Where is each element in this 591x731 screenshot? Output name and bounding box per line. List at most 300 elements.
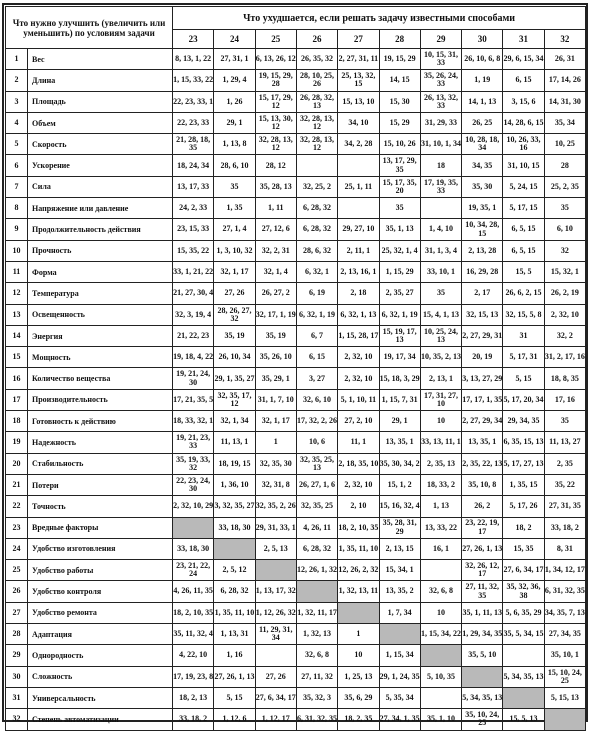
matrix-cell: 5, 17, 15 bbox=[503, 198, 544, 219]
matrix-cell: 6, 19 bbox=[296, 283, 337, 304]
table-row bbox=[6, 176, 586, 197]
row-parameter-name: Скорость bbox=[28, 134, 173, 155]
matrix-cell bbox=[255, 645, 296, 666]
matrix-cell: 10, 26, 33, 16 bbox=[503, 134, 544, 155]
matrix-cell: 15, 5 bbox=[503, 261, 544, 282]
matrix-cell: 2, 13, 28 bbox=[462, 240, 503, 261]
matrix-cell: 35, 19, 33, 32 bbox=[173, 453, 214, 474]
matrix-cell: 15, 19, 17, 13 bbox=[379, 325, 420, 346]
row-parameter-name: Удобство изготовления bbox=[28, 538, 173, 559]
matrix-cell: 29, 31, 33, 1 bbox=[255, 517, 296, 538]
matrix-cell: 11, 13, 1 bbox=[214, 432, 255, 453]
matrix-cell: 21, 28, 18, 35 bbox=[173, 134, 214, 155]
matrix-cell: 32, 35, 2, 26 bbox=[255, 496, 296, 517]
matrix-cell: 3, 32, 35, 27 bbox=[214, 496, 255, 517]
matrix-cell: 19, 18, 4, 22 bbox=[173, 347, 214, 368]
matrix-cell: 32, 28, 13, 12 bbox=[296, 134, 337, 155]
matrix-cell: 1, 29, 34, 35 bbox=[462, 624, 503, 645]
matrix-cell: 1, 15, 34 bbox=[379, 645, 420, 666]
row-parameter-name: Продолжительность действия bbox=[28, 219, 173, 240]
matrix-cell: 26, 27, 1, 6 bbox=[296, 474, 337, 495]
matrix-cell: 2, 35 bbox=[544, 453, 585, 474]
matrix-cell: 32, 35, 25, 13 bbox=[296, 453, 337, 474]
matrix-cell: 29, 6, 15, 34 bbox=[503, 49, 544, 70]
matrix-cell bbox=[503, 645, 544, 666]
matrix-cell: 6, 15 bbox=[296, 347, 337, 368]
matrix-cell: 5, 34, 35, 13 bbox=[462, 687, 503, 708]
matrix-cell: 6, 10 bbox=[544, 219, 585, 240]
table-row bbox=[6, 70, 586, 91]
row-number: 6 bbox=[6, 155, 28, 176]
matrix-cell: 35, 34 bbox=[544, 112, 585, 133]
matrix-cell: 17, 32, 2, 26 bbox=[296, 411, 337, 432]
matrix-cell: 4, 26, 11, 35 bbox=[173, 581, 214, 602]
matrix-cell: 10, 15, 31, 33 bbox=[420, 49, 461, 70]
table-row bbox=[6, 474, 586, 495]
matrix-cell: 2, 32, 10 bbox=[338, 347, 379, 368]
matrix-cell: 1, 35 bbox=[214, 198, 255, 219]
row-number: 3 bbox=[6, 91, 28, 112]
matrix-cell: 13, 33, 22 bbox=[420, 517, 461, 538]
matrix-cell: 1, 12, 26, 32 bbox=[255, 602, 296, 623]
matrix-cell: 26, 35, 32 bbox=[296, 49, 337, 70]
matrix-cell bbox=[420, 687, 461, 708]
matrix-cell: 27, 6, 34, 17 bbox=[503, 560, 544, 581]
matrix-cell: 5, 1, 10, 11 bbox=[338, 389, 379, 410]
row-number: 27 bbox=[6, 602, 28, 623]
matrix-cell: 1, 25, 13 bbox=[338, 666, 379, 687]
matrix-cell: 18, 33, 2 bbox=[420, 474, 461, 495]
matrix-cell: 13, 17, 29, 35 bbox=[379, 155, 420, 176]
matrix-cell: 20, 19 bbox=[462, 347, 503, 368]
row-number: 31 bbox=[6, 687, 28, 708]
matrix-cell: 1, 4, 10 bbox=[420, 219, 461, 240]
matrix-cell: 2, 32, 10 bbox=[338, 368, 379, 389]
matrix-cell: 10 bbox=[420, 411, 461, 432]
matrix-cell: 34, 35, 7, 13 bbox=[544, 602, 585, 623]
matrix-cell: 2, 11, 1 bbox=[338, 240, 379, 261]
matrix-cell: 35 bbox=[379, 198, 420, 219]
matrix-cell: 17, 14, 26 bbox=[544, 70, 585, 91]
row-number: 10 bbox=[6, 240, 28, 261]
matrix-cell: 23, 15, 33 bbox=[173, 219, 214, 240]
matrix-cell: 2, 35, 13 bbox=[420, 453, 461, 474]
matrix-cell-diagonal bbox=[214, 538, 255, 559]
matrix-cell bbox=[420, 198, 461, 219]
matrix-cell: 5, 10, 35 bbox=[420, 666, 461, 687]
table-row bbox=[6, 304, 586, 325]
matrix-cell: 6, 31, 32, 35 bbox=[296, 709, 337, 730]
table-row bbox=[6, 432, 586, 453]
matrix-cell: 32, 28, 13, 12 bbox=[296, 112, 337, 133]
matrix-cell: 35, 11, 32, 4 bbox=[173, 624, 214, 645]
matrix-cell: 13, 35, 2 bbox=[379, 581, 420, 602]
matrix-cell: 4, 22, 10 bbox=[173, 645, 214, 666]
matrix-cell: 15, 32, 1 bbox=[544, 261, 585, 282]
row-number: 18 bbox=[6, 411, 28, 432]
matrix-cell: 15, 10, 24, 25 bbox=[544, 666, 585, 687]
matrix-cell: 6, 28, 32 bbox=[296, 538, 337, 559]
matrix-cell: 17, 19, 35, 33 bbox=[420, 176, 461, 197]
matrix-cell: 15, 5, 13 bbox=[503, 709, 544, 730]
row-number: 28 bbox=[6, 624, 28, 645]
matrix-cell: 26, 25 bbox=[462, 112, 503, 133]
matrix-cell: 14, 31, 30 bbox=[544, 91, 585, 112]
table-row bbox=[6, 261, 586, 282]
matrix-cell: 3, 15, 6 bbox=[503, 91, 544, 112]
matrix-cell: 29, 1, 24, 35 bbox=[379, 666, 420, 687]
row-number: 1 bbox=[6, 49, 28, 70]
table-row bbox=[6, 389, 586, 410]
matrix-cell: 18, 24, 34 bbox=[173, 155, 214, 176]
row-number: 22 bbox=[6, 496, 28, 517]
row-number: 20 bbox=[6, 453, 28, 474]
matrix-cell: 29, 27, 10 bbox=[338, 219, 379, 240]
matrix-cell: 17, 19, 23, 8 bbox=[173, 666, 214, 687]
table-row bbox=[6, 709, 586, 730]
matrix-cell: 35, 30, 34, 2 bbox=[379, 453, 420, 474]
matrix-cell: 15, 35, 22 bbox=[173, 240, 214, 261]
row-parameter-name: Энергия bbox=[28, 325, 173, 346]
row-parameter-name: Напряжение или давление bbox=[28, 198, 173, 219]
matrix-cell: 35, 1, 11, 13 bbox=[462, 602, 503, 623]
matrix-cell: 35 bbox=[544, 411, 585, 432]
matrix-cell: 15, 18, 3, 29 bbox=[379, 368, 420, 389]
matrix-cell: 15, 13, 10 bbox=[338, 91, 379, 112]
table-row bbox=[6, 560, 586, 581]
row-number: 12 bbox=[6, 283, 28, 304]
matrix-cell: 28, 26, 27, 32 bbox=[214, 304, 255, 325]
row-parameter-name: Стабильность bbox=[28, 453, 173, 474]
table-row bbox=[6, 624, 586, 645]
matrix-cell: 1, 32, 13, 11 bbox=[338, 581, 379, 602]
matrix-cell: 6, 15 bbox=[503, 70, 544, 91]
matrix-cell: 2, 35, 22, 13 bbox=[462, 453, 503, 474]
matrix-cell: 10, 28, 18, 34 bbox=[462, 134, 503, 155]
row-parameter-name: Сила bbox=[28, 176, 173, 197]
table-row bbox=[6, 347, 586, 368]
row-number: 15 bbox=[6, 347, 28, 368]
matrix-cell: 31 bbox=[503, 325, 544, 346]
matrix-cell: 5, 17, 26 bbox=[503, 496, 544, 517]
matrix-cell: 12, 26, 1, 32 bbox=[296, 560, 337, 581]
table-row bbox=[6, 134, 586, 155]
table-row bbox=[6, 91, 586, 112]
matrix-cell: 32, 31, 8 bbox=[255, 474, 296, 495]
header-worsening-parameter: Что ухудшается, если решать задачу известными способами bbox=[173, 7, 586, 30]
row-parameter-name: Однородность bbox=[28, 645, 173, 666]
matrix-cell: 33, 10, 1 bbox=[420, 261, 461, 282]
matrix-cell: 1 bbox=[338, 624, 379, 645]
matrix-cell: 6, 5, 15 bbox=[503, 240, 544, 261]
matrix-cell: 26, 6, 2, 15 bbox=[503, 283, 544, 304]
header-improve-parameter: Что нужно улучшить (увеличить или уменьшить) по условиям задачи bbox=[6, 7, 173, 49]
matrix-cell: 32, 35, 30 bbox=[255, 453, 296, 474]
row-parameter-name: Степень автоматизации bbox=[28, 709, 173, 730]
matrix-cell: 29, 34, 35 bbox=[503, 411, 544, 432]
matrix-cell: 19, 35, 1 bbox=[462, 198, 503, 219]
matrix-cell: 10, 6 bbox=[296, 432, 337, 453]
matrix-cell: 14, 1, 13 bbox=[462, 91, 503, 112]
column-header-23: 23 bbox=[173, 30, 214, 49]
matrix-cell: 1, 36, 10 bbox=[214, 474, 255, 495]
matrix-cell: 33, 13, 11, 1 bbox=[420, 432, 461, 453]
matrix-cell: 18, 8, 35 bbox=[544, 368, 585, 389]
matrix-cell-diagonal bbox=[255, 560, 296, 581]
matrix-cell: 27, 31, 1 bbox=[214, 49, 255, 70]
matrix-cell: 27, 2, 10 bbox=[338, 411, 379, 432]
matrix-cell: 33, 18, 2 bbox=[544, 517, 585, 538]
matrix-cell: 6, 31, 32, 35 bbox=[544, 581, 585, 602]
row-parameter-name: Потери bbox=[28, 474, 173, 495]
row-parameter-name: Сложность bbox=[28, 666, 173, 687]
matrix-cell: 1, 15, 34, 22 bbox=[420, 624, 461, 645]
matrix-cell: 23, 21, 22, 24 bbox=[173, 560, 214, 581]
matrix-cell: 1, 34, 12, 17 bbox=[544, 560, 585, 581]
matrix-cell: 1, 12, 6 bbox=[214, 709, 255, 730]
matrix-cell: 18, 2 bbox=[503, 517, 544, 538]
column-header-24: 24 bbox=[214, 30, 255, 49]
matrix-cell: 1, 13, 31 bbox=[214, 624, 255, 645]
matrix-cell: 1, 15, 29 bbox=[379, 261, 420, 282]
table-row bbox=[6, 687, 586, 708]
matrix-cell: 32, 1, 17 bbox=[255, 411, 296, 432]
row-number: 17 bbox=[6, 389, 28, 410]
matrix-cell: 32, 28, 13, 12 bbox=[255, 134, 296, 155]
matrix-cell: 6, 13, 26, 12 bbox=[255, 49, 296, 70]
table-row bbox=[6, 325, 586, 346]
matrix-cell: 35, 10, 1 bbox=[544, 645, 585, 666]
matrix-cell: 34, 35 bbox=[462, 155, 503, 176]
matrix-cell-diagonal bbox=[420, 645, 461, 666]
matrix-cell: 31, 29, 33 bbox=[420, 112, 461, 133]
matrix-cell: 27, 26 bbox=[255, 666, 296, 687]
matrix-cell bbox=[338, 198, 379, 219]
row-number: 19 bbox=[6, 432, 28, 453]
matrix-cell: 13, 17, 33 bbox=[173, 176, 214, 197]
matrix-cell: 32 bbox=[544, 240, 585, 261]
row-parameter-name: Площадь bbox=[28, 91, 173, 112]
matrix-cell: 17, 31, 27, 10 bbox=[420, 389, 461, 410]
matrix-cell: 35 bbox=[544, 198, 585, 219]
matrix-cell: 1, 3, 10, 32 bbox=[214, 240, 255, 261]
row-parameter-name: Форма bbox=[28, 261, 173, 282]
row-parameter-name: Ускорение bbox=[28, 155, 173, 176]
matrix-cell: 15, 13, 30, 12 bbox=[255, 112, 296, 133]
matrix-cell: 32, 15, 13 bbox=[462, 304, 503, 325]
matrix-cell: 13, 35, 1 bbox=[462, 432, 503, 453]
matrix-cell-diagonal bbox=[503, 687, 544, 708]
matrix-cell: 6, 32, 1, 19 bbox=[379, 304, 420, 325]
matrix-cell: 5, 34, 35, 13 bbox=[503, 666, 544, 687]
matrix-cell: 23, 22, 19, 17 bbox=[462, 517, 503, 538]
matrix-cell: 1, 15, 28, 17 bbox=[338, 325, 379, 346]
matrix-cell: 1 bbox=[255, 432, 296, 453]
matrix-cell: 26, 2 bbox=[462, 496, 503, 517]
table-row bbox=[6, 198, 586, 219]
matrix-cell: 26, 13, 32, 33 bbox=[420, 91, 461, 112]
matrix-cell: 10 bbox=[420, 602, 461, 623]
matrix-cell: 1, 26 bbox=[214, 91, 255, 112]
matrix-cell: 11, 1 bbox=[338, 432, 379, 453]
row-number: 2 bbox=[6, 70, 28, 91]
matrix-cell: 27, 26, 1, 13 bbox=[214, 666, 255, 687]
table-row bbox=[6, 49, 586, 70]
matrix-cell: 6, 32, 1, 13 bbox=[338, 304, 379, 325]
row-number: 4 bbox=[6, 112, 28, 133]
matrix-cell: 35 bbox=[420, 283, 461, 304]
row-number: 24 bbox=[6, 538, 28, 559]
matrix-cell: 27, 11, 32 bbox=[296, 666, 337, 687]
matrix-cell: 29, 1 bbox=[379, 411, 420, 432]
matrix-cell: 5, 24, 15 bbox=[503, 176, 544, 197]
matrix-cell: 18, 33, 32, 1 bbox=[173, 411, 214, 432]
matrix-cell: 19, 21, 23, 33 bbox=[173, 432, 214, 453]
matrix-cell: 31, 1, 7, 10 bbox=[255, 389, 296, 410]
matrix-cell: 35, 30 bbox=[462, 176, 503, 197]
matrix-cell: 2, 27, 29, 31 bbox=[462, 325, 503, 346]
row-number: 21 bbox=[6, 474, 28, 495]
column-header-25: 25 bbox=[255, 30, 296, 49]
matrix-cell: 2, 35, 27 bbox=[379, 283, 420, 304]
matrix-cell: 32, 6, 10 bbox=[296, 389, 337, 410]
row-parameter-name: Удобство работы bbox=[28, 560, 173, 581]
matrix-cell: 32, 1, 17 bbox=[214, 261, 255, 282]
matrix-cell: 2, 13, 15 bbox=[379, 538, 420, 559]
matrix-cell-diagonal bbox=[173, 517, 214, 538]
matrix-cell: 5, 15 bbox=[214, 687, 255, 708]
matrix-cell: 35, 32, 3 bbox=[296, 687, 337, 708]
matrix-cell: 6, 28, 32 bbox=[296, 219, 337, 240]
matrix-cell: 6, 5, 15 bbox=[503, 219, 544, 240]
matrix-cell: 21, 22, 23 bbox=[173, 325, 214, 346]
row-parameter-name: Прочность bbox=[28, 240, 173, 261]
matrix-cell: 25, 2, 35 bbox=[544, 176, 585, 197]
matrix-cell: 1, 35, 15 bbox=[503, 474, 544, 495]
matrix-cell: 35, 6, 29 bbox=[338, 687, 379, 708]
matrix-cell-diagonal bbox=[462, 666, 503, 687]
matrix-cell: 1, 29, 4 bbox=[214, 70, 255, 91]
table-row bbox=[6, 240, 586, 261]
row-parameter-name: Вес bbox=[28, 49, 173, 70]
column-header-27: 27 bbox=[338, 30, 379, 49]
matrix-cell: 26, 31 bbox=[544, 49, 585, 70]
matrix-cell bbox=[420, 560, 461, 581]
matrix-cell: 28, 6, 10 bbox=[214, 155, 255, 176]
matrix-cell: 18 bbox=[420, 155, 461, 176]
row-parameter-name: Мощность bbox=[28, 347, 173, 368]
matrix-cell: 32, 2 bbox=[544, 325, 585, 346]
matrix-cell: 2, 5, 12 bbox=[214, 560, 255, 581]
matrix-cell: 35, 32, 36, 38 bbox=[503, 581, 544, 602]
matrix-cell: 27, 31, 35 bbox=[544, 496, 585, 517]
matrix-cell: 15, 4, 1, 13 bbox=[420, 304, 461, 325]
matrix-cell: 35, 26, 24, 33 bbox=[420, 70, 461, 91]
row-number: 30 bbox=[6, 666, 28, 687]
row-parameter-name: Удобство ремонта bbox=[28, 602, 173, 623]
table-row bbox=[6, 645, 586, 666]
table-row bbox=[6, 219, 586, 240]
row-number: 29 bbox=[6, 645, 28, 666]
row-parameter-name: Готовность к действию bbox=[28, 411, 173, 432]
matrix-cell: 2, 27, 31, 11 bbox=[338, 49, 379, 70]
matrix-cell: 32, 1, 4 bbox=[255, 261, 296, 282]
row-parameter-name: Надежность bbox=[28, 432, 173, 453]
column-header-32: 32 bbox=[544, 30, 585, 49]
matrix-cell: 32, 26, 12, 17 bbox=[462, 560, 503, 581]
matrix-cell: 12, 26, 2, 32 bbox=[338, 560, 379, 581]
matrix-cell: 2, 18 bbox=[338, 283, 379, 304]
matrix-cell: 32, 6, 8 bbox=[420, 581, 461, 602]
matrix-cell: 35, 29, 1 bbox=[255, 368, 296, 389]
row-parameter-name: Температура bbox=[28, 283, 173, 304]
table-row bbox=[6, 155, 586, 176]
matrix-cell: 35, 26, 10 bbox=[255, 347, 296, 368]
matrix-cell: 15, 35 bbox=[503, 538, 544, 559]
matrix-cell-diagonal bbox=[379, 624, 420, 645]
row-number: 5 bbox=[6, 134, 28, 155]
matrix-cell: 19, 15, 29, 28 bbox=[255, 70, 296, 91]
column-header-28: 28 bbox=[379, 30, 420, 49]
matrix-cell: 25, 13, 32, 15 bbox=[338, 70, 379, 91]
matrix-cell: 15, 29 bbox=[379, 112, 420, 133]
matrix-cell: 17, 16 bbox=[544, 389, 585, 410]
matrix-cell: 35, 28, 31, 29 bbox=[379, 517, 420, 538]
matrix-cell: 18, 2, 13 bbox=[173, 687, 214, 708]
row-number: 14 bbox=[6, 325, 28, 346]
matrix-cell: 26, 28, 32, 13 bbox=[296, 91, 337, 112]
matrix-cell: 35 bbox=[214, 176, 255, 197]
matrix-cell: 31, 10, 15 bbox=[503, 155, 544, 176]
matrix-cell: 1, 16 bbox=[214, 645, 255, 666]
matrix-cell: 2, 32, 10 bbox=[338, 474, 379, 495]
matrix-cell: 35, 5, 34, 15 bbox=[503, 624, 544, 645]
row-parameter-name: Объем bbox=[28, 112, 173, 133]
row-number: 9 bbox=[6, 219, 28, 240]
matrix-cell: 35, 19 bbox=[214, 325, 255, 346]
matrix-cell: 27, 6, 34, 17 bbox=[255, 687, 296, 708]
row-number: 11 bbox=[6, 261, 28, 282]
matrix-cell: 19, 21, 24, 30 bbox=[173, 368, 214, 389]
matrix-cell: 2, 5, 13 bbox=[255, 538, 296, 559]
matrix-cell: 5, 35, 34 bbox=[379, 687, 420, 708]
matrix-cell: 24, 2, 33 bbox=[173, 198, 214, 219]
matrix-cell: 6, 7 bbox=[296, 325, 337, 346]
matrix-cell: 26, 27, 2 bbox=[255, 283, 296, 304]
matrix-cell-diagonal bbox=[338, 602, 379, 623]
matrix-cell: 5, 17, 20, 34 bbox=[503, 389, 544, 410]
matrix-cell: 15, 10, 26 bbox=[379, 134, 420, 155]
matrix-cell: 1, 35, 11, 10 bbox=[338, 538, 379, 559]
row-parameter-name: Универсальность bbox=[28, 687, 173, 708]
matrix-cell: 19, 15, 29 bbox=[379, 49, 420, 70]
matrix-cell: 27, 26, 1, 13 bbox=[462, 538, 503, 559]
row-parameter-name: Точность bbox=[28, 496, 173, 517]
matrix-cell: 32, 6, 8 bbox=[296, 645, 337, 666]
row-number: 23 bbox=[6, 517, 28, 538]
matrix-cell: 34, 10 bbox=[338, 112, 379, 133]
matrix-cell: 1, 15, 33, 22 bbox=[173, 70, 214, 91]
matrix-cell: 2, 32, 10, 29 bbox=[173, 496, 214, 517]
matrix-cell: 25, 32, 1, 4 bbox=[379, 240, 420, 261]
matrix-cell: 35, 19 bbox=[255, 325, 296, 346]
matrix-cell: 5, 17, 31 bbox=[503, 347, 544, 368]
matrix-cell: 1, 15, 7, 31 bbox=[379, 389, 420, 410]
matrix-cell: 32, 15, 5, 8 bbox=[503, 304, 544, 325]
matrix-cell: 17, 17, 1, 35 bbox=[462, 389, 503, 410]
matrix-cell: 22, 23, 33 bbox=[173, 112, 214, 133]
matrix-cell-diagonal bbox=[544, 709, 585, 730]
